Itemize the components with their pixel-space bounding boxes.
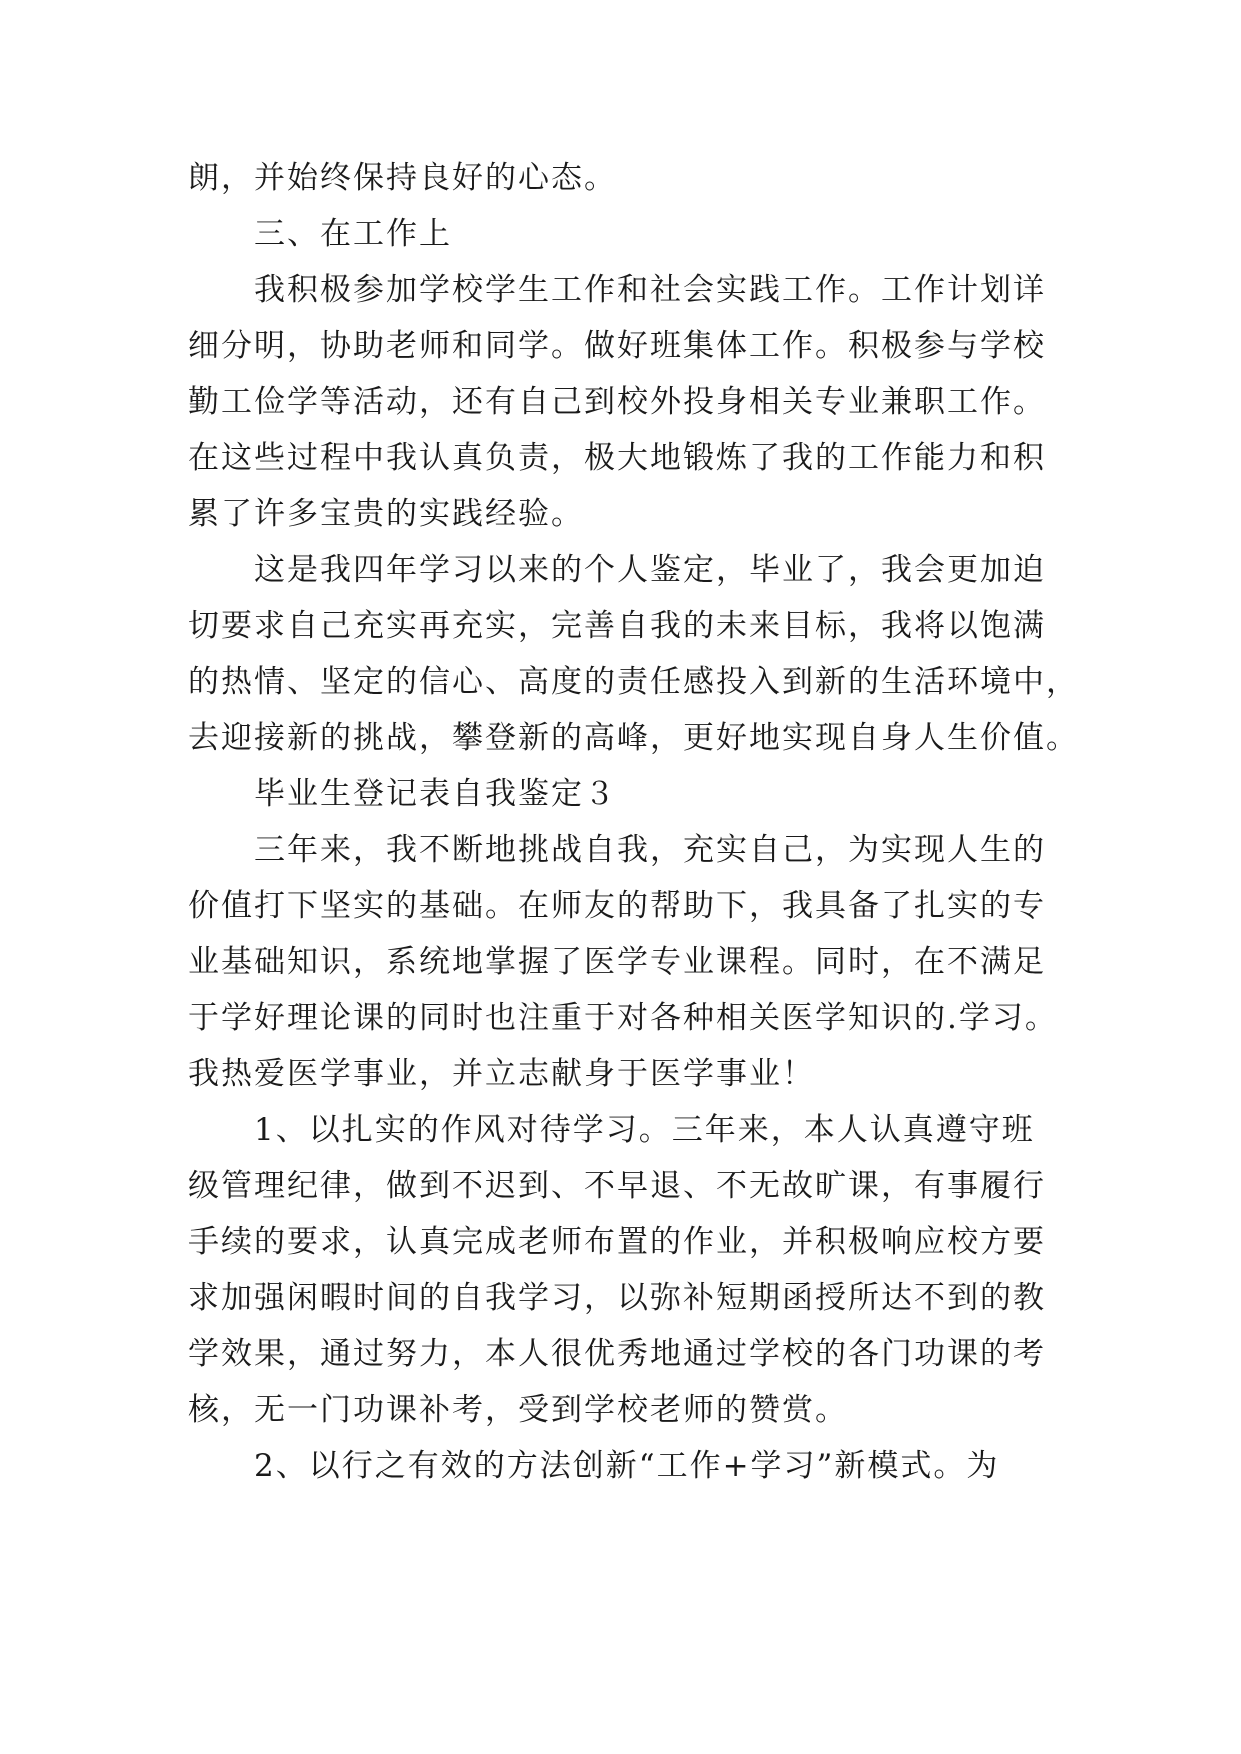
text-line: 切要求自己充实再充实，完善自我的未来目标，我将以饱满 [188,608,1046,644]
text-line: 去迎接新的挑战，攀登新的高峰，更好地实现自身人生价值。 [188,720,1079,756]
text-line: 累了许多宝贵的实践经验。 [188,496,584,532]
text-line: 业基础知识，系统地掌握了医学专业课程。同时，在不满足 [188,944,1046,980]
text-line: 朗，并始终保持良好的心态。 [188,160,617,196]
text-line: 在这些过程中我认真负责，极大地锻炼了我的工作能力和积 [188,440,1046,476]
text-line: 2、以行之有效的方法创新“工作+学习”新模式。为 [254,1448,1000,1484]
text-line: 级管理纪律，做到不迟到、不早退、不无故旷课，有事履行 [188,1168,1046,1204]
text-line: 求加强闲暇时间的自我学习，以弥补短期函授所达不到的教 [188,1280,1046,1316]
text-line: 细分明，协助老师和同学。做好班集体工作。积极参与学校 [188,328,1046,364]
section-heading: 三、在工作上 [254,216,452,252]
section-title: 毕业生登记表自我鉴定３ [254,776,617,812]
text-line: 的热情、坚定的信心、高度的责任感投入到新的生活环境中， [188,664,1079,700]
text-line: 核，无一门功课补考，受到学校老师的赞赏。 [188,1392,848,1428]
text-line: 价值打下坚实的基础。在师友的帮助下，我具备了扎实的专 [188,888,1046,924]
text-line: 1、以扎实的作风对待学习。三年来，本人认真遵守班 [254,1112,1035,1148]
text-line: 我热爱医学事业，并立志献身于医学事业！ [188,1056,815,1092]
document-body [188,150,1079,1494]
text-line: 这是我四年学习以来的个人鉴定，毕业了，我会更加迫 [254,552,1046,588]
text-line: 于学好理论课的同时也注重于对各种相关医学知识的.学习。 [188,1000,1058,1036]
text-line: 手续的要求，认真完成老师布置的作业，并积极响应校方要 [188,1224,1046,1260]
text-line: 三年来，我不断地挑战自我，充实自己，为实现人生的 [254,832,1046,868]
text-line: 我积极参加学校学生工作和社会实践工作。工作计划详 [254,272,1046,308]
text-line: 学效果，通过努力，本人很优秀地通过学校的各门功课的考 [188,1336,1046,1372]
text-line: 勤工俭学等活动，还有自己到校外投身相关专业兼职工作。 [188,384,1046,420]
